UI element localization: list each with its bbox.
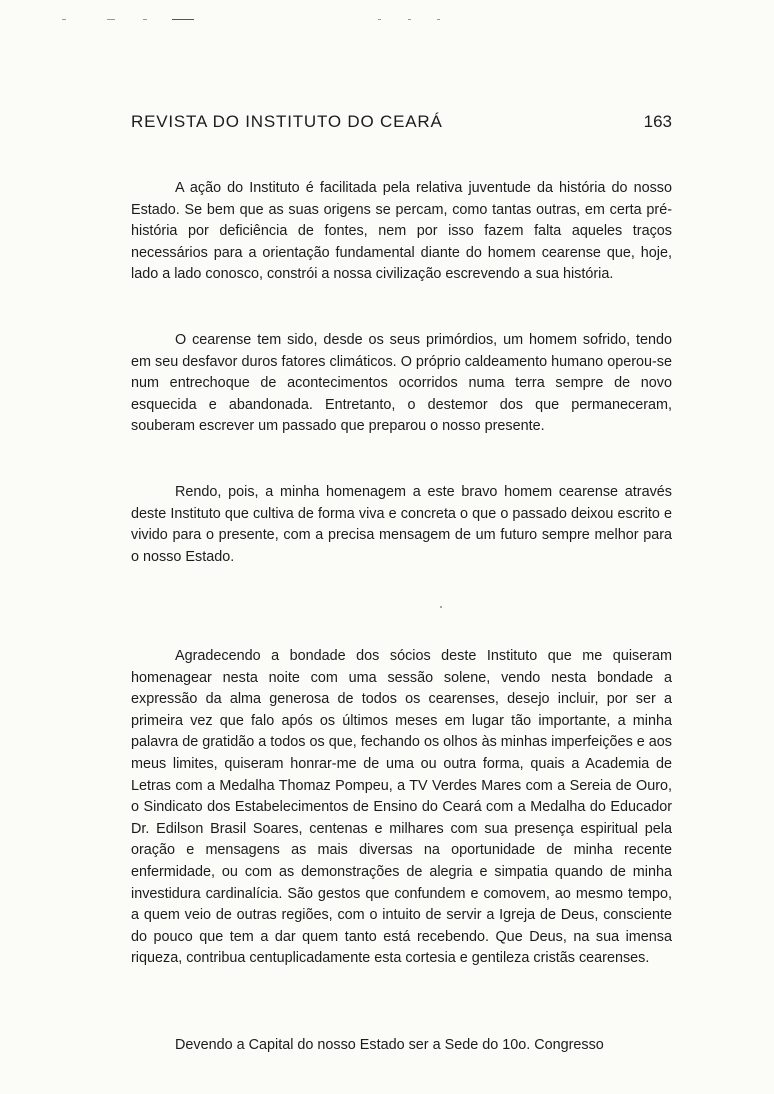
paragraph-text: O cearense tem sido, desde os seus primórdios, um homem sofrido, tendo em seu desfavor duros fatores climáticos. O próprio caldeamento humano operou-se num entrechoque de acontecimentos ocorridos numa terra sempre de novo esquecida e abandonada. Entretanto, o destemor dos que permaneceram, souberam escrever um passado que preparou o nosso presente. — [131, 332, 672, 435]
paragraph — [131, 482, 672, 568]
paragraph-text: Agradecendo a bondade dos sócios deste Instituto que me quiseram homenagear nesta noite com uma sessão solene, vendo nesta bondade a expressão da alma generosa de todos os cearenses, desejo incluir, por ser a primeira vez que falo após os últimos meses em lugar tão importante, a minha palavra de gratidão a todos os que, fechando os olhos às minhas imperfeições e aos meus limites, quiseram honrar-me de uma ou outra forma, quais a Academia de Letras com a Medalha Thomaz Pompeu, a TV Verdes Mares com a Sereia de Ouro, o Sindicato dos Estabelecimentos de Ensino do Ceará com a Medalha do Educador Dr. Edilson Brasil Soares, centenas e milhares com sua presença espiritual pela oração e mensagens as mais diversas na oportunidade de minha recente enfermidade, ou com as demonstrações de alegria e simpatia quando de minha investidura cardinalícia. São gestos que confundem e comovem, ao mesmo tempo, a quem veio de outras regiões, com o intuito de servir a Igreja de Deus, consciente do pouco que tem a dar quem tanto está recebendo. Que Deus, na sua imensa riqueza, contribua centuplicadamente esta cortesia e gentileza cristãs cearenses. — [131, 648, 672, 967]
paragraph — [131, 1035, 672, 1057]
page-header — [131, 112, 672, 136]
paragraph — [131, 178, 672, 286]
page-number: 163 — [643, 112, 672, 131]
paragraph-text: Devendo a Capital do nosso Estado ser a Sede do 10o. Congresso — [175, 1037, 604, 1053]
scan-artifact-mark — [143, 19, 147, 20]
scan-artifact-dot — [440, 606, 442, 608]
scan-artifact-mark — [172, 19, 194, 20]
scan-artifact-mark — [62, 19, 66, 20]
paragraph-text: A ação do Instituto é facilitada pela relativa juventude da história do nosso Estado. Se bem que as suas origens se percam, como tantas outras, em certa pré-história por deficiência de fontes, nem por isso fazem falta aqueles traços necessários para a orientação fundamental diante do homem cearense que, hoje, lado a lado conosco, constrói a nossa civilização escrevendo a sua história. — [131, 180, 672, 283]
paragraph-text: Rendo, pois, a minha homenagem a este bravo homem cearense através deste Instituto que cultiva de forma viva e concreta o que o passado deixou escrito e vivido para o presente, com a precisa mensagem de um futuro sempre melhor para o nosso Estado. — [131, 484, 672, 565]
scan-artifact-mark — [107, 19, 115, 20]
paragraph — [131, 646, 672, 970]
scan-artifact-mark — [378, 19, 381, 20]
paragraph — [131, 330, 672, 438]
running-title: REVISTA DO INSTITUTO DO CEARÁ — [131, 112, 443, 131]
scan-artifact-mark — [408, 19, 411, 20]
scan-artifact-mark — [437, 19, 440, 20]
